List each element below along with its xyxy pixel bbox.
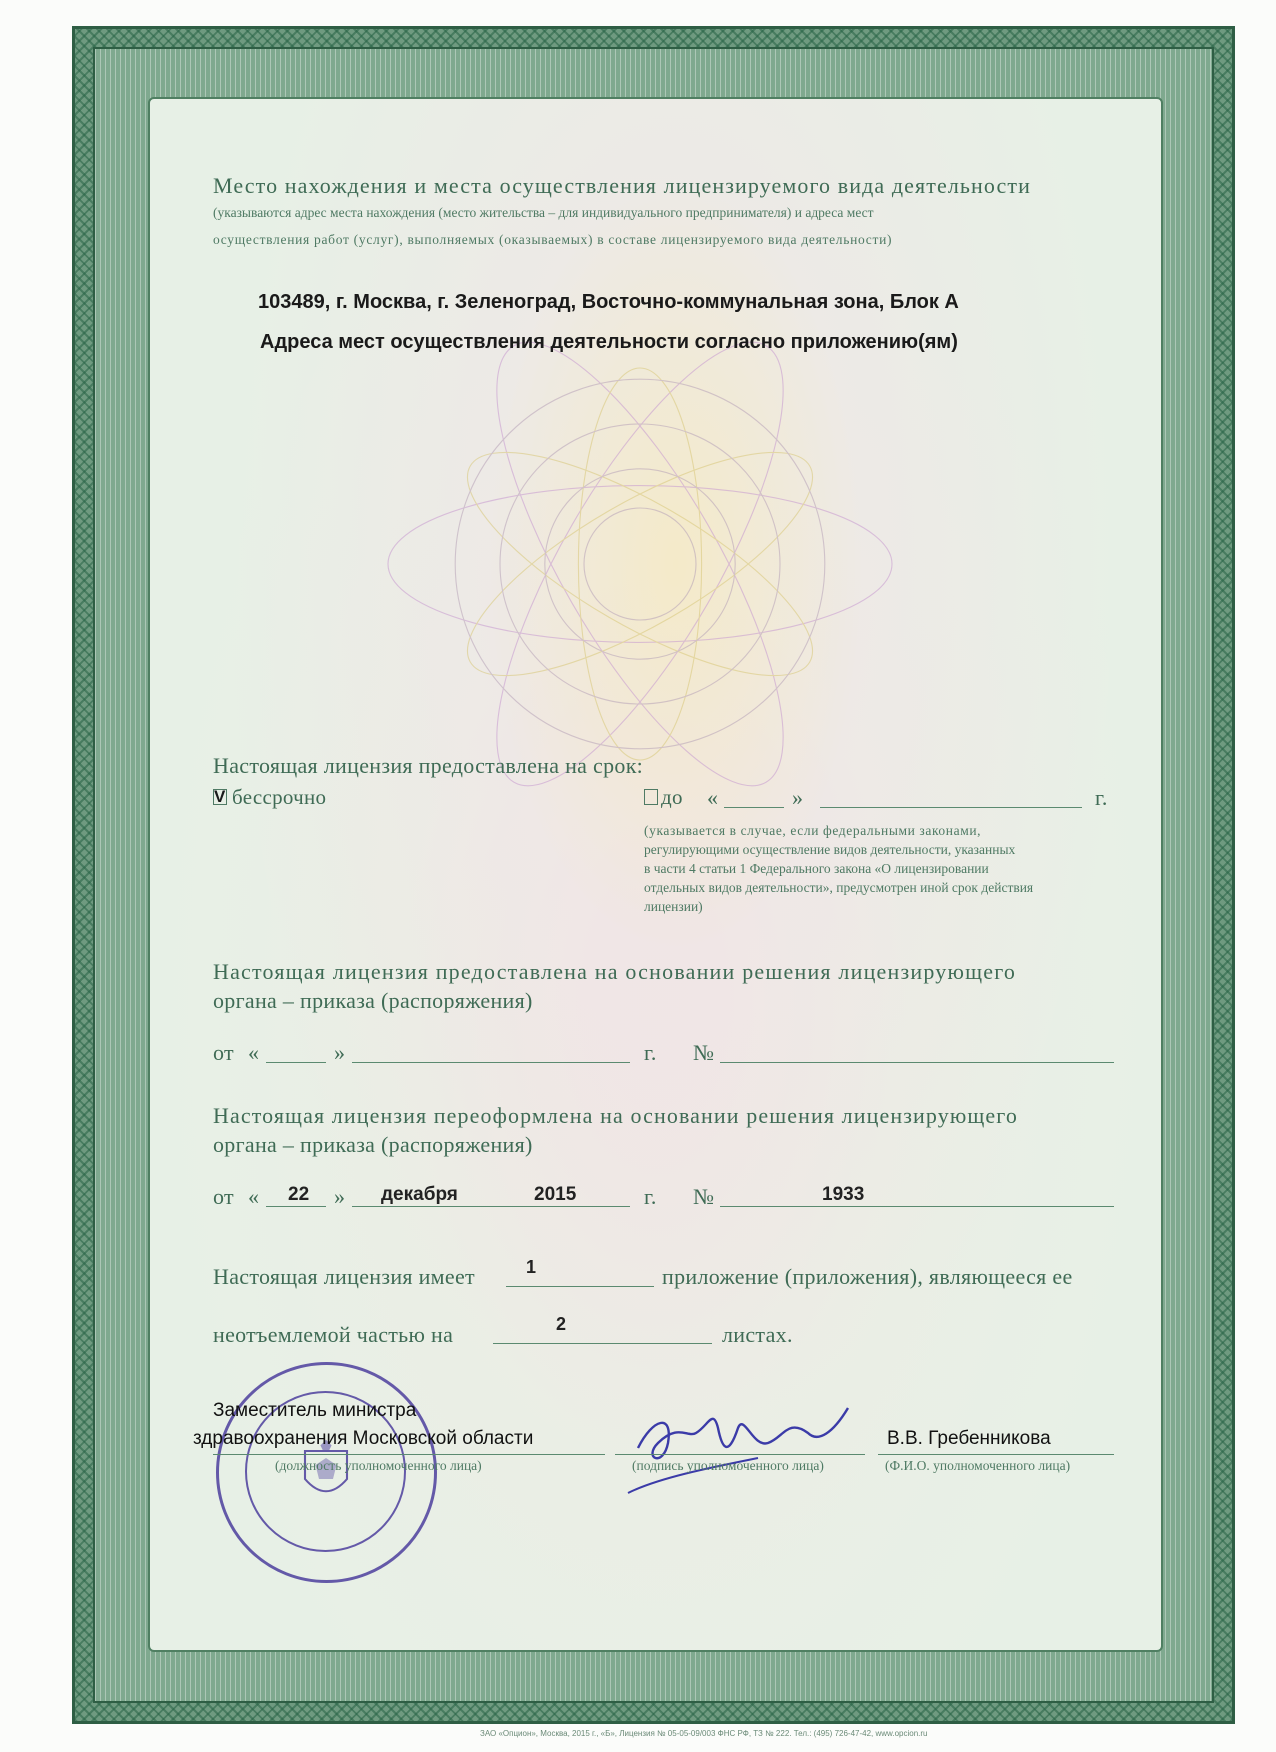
- location-heading: Место нахождения и места осуществления лицензируемого вида деятельности: [213, 173, 1031, 198]
- reissued-close-quote: »: [334, 1184, 346, 1209]
- appendix-sheets-after: листах.: [722, 1322, 793, 1347]
- granted-day-line: [266, 1062, 326, 1063]
- appendix-text-before: Настоящая лицензия имеет: [213, 1264, 475, 1289]
- handwritten-signature: [618, 1388, 878, 1508]
- reissued-line-2: органа – приказа (распоряжения): [213, 1132, 533, 1157]
- term-note-4: отдельных видов деятельности», предусмотрен иной срок действия: [644, 880, 1034, 895]
- until-date-line: [820, 807, 1082, 808]
- granted-number-sign: №: [693, 1040, 715, 1065]
- signature-line: [615, 1454, 865, 1455]
- appendix-sheets-count: 2: [556, 1314, 567, 1334]
- indefinite-checkbox[interactable]: [213, 789, 227, 805]
- until-year-suffix: г.: [1095, 785, 1108, 810]
- until-label: до: [661, 785, 683, 809]
- position-line: [213, 1454, 605, 1455]
- signatory-name: В.В. Гребенникова: [887, 1428, 1051, 1449]
- reissued-open-quote: «: [248, 1184, 260, 1209]
- signatory-position-2: здравоохранения Московской области: [193, 1428, 534, 1449]
- granted-from-label: от: [213, 1040, 234, 1065]
- appendix-sheets-line: [493, 1343, 712, 1344]
- appendix-count-line: [506, 1286, 654, 1287]
- name-line: [878, 1454, 1114, 1455]
- license-address: 103489, г. Москва, г. Зеленоград, Восточно-коммунальная зона, Блок А: [258, 291, 959, 313]
- activity-addresses-note: Адреса мест осуществления деятельности согласно приложению(ям): [260, 331, 958, 353]
- appendix-sheets-before: неотъемлемой частью на: [213, 1322, 454, 1347]
- granted-date-line: [352, 1062, 630, 1063]
- location-note-1: (указываются адрес места нахождения (место жительства – для индивидуального предпринимателя) и адреса мест: [213, 205, 874, 220]
- reissued-number-sign: №: [693, 1184, 715, 1209]
- caption-name: (Ф.И.О. уполномоченного лица): [885, 1458, 1071, 1473]
- reissued-date-line: [352, 1206, 630, 1207]
- reissued-from-label: от: [213, 1184, 234, 1209]
- until-day-line: [724, 807, 784, 808]
- signatory-position-1: Заместитель министра: [213, 1400, 417, 1421]
- granted-number-line: [720, 1062, 1114, 1063]
- granted-open-quote: «: [248, 1040, 260, 1065]
- term-note-1: (указывается в случае, если федеральными законами,: [644, 823, 982, 838]
- granted-close-quote: »: [334, 1040, 346, 1065]
- reissued-year: 2015: [534, 1184, 577, 1205]
- reissued-month: декабря: [381, 1184, 458, 1205]
- reissued-day-line: [266, 1206, 326, 1207]
- reissued-day: 22: [288, 1184, 310, 1205]
- term-heading: Настоящая лицензия предоставлена на срок:: [213, 753, 644, 778]
- indefinite-label: бессрочно: [232, 785, 327, 809]
- appendix-count: 1: [526, 1257, 537, 1277]
- reissued-number-line: [720, 1206, 1114, 1207]
- appendix-text-after: приложение (приложения), являющееся ее: [662, 1264, 1073, 1289]
- location-note-2: осуществления работ (услуг), выполняемых (оказываемых) в составе лицензируемого вида деятельности): [213, 232, 893, 247]
- granted-line-1: Настоящая лицензия предоставлена на основании решения лицензирующего: [213, 959, 1017, 984]
- caption-signature: (подпись уполномоченного лица): [632, 1458, 824, 1473]
- until-close-quote: »: [792, 785, 804, 810]
- reissued-year-suffix: г.: [644, 1184, 657, 1209]
- indefinite-check-mark: V: [214, 787, 226, 806]
- reissued-line-1: Настоящая лицензия переоформлена на основании решения лицензирующего: [213, 1103, 1018, 1128]
- printer-imprint: ЗАО «Опцион», Москва, 2015 г., «Б», Лицензия № 05-05-09/003 ФНС РФ, ТЗ № 222. Тел.: (495) 726-47-42, www.opcion.ru: [480, 1729, 928, 1738]
- granted-year-suffix: г.: [644, 1040, 657, 1065]
- until-open-quote: «: [707, 785, 719, 810]
- reissued-number: 1933: [822, 1184, 865, 1205]
- term-note-3: в части 4 статьи 1 Федерального закона «О лицензировании: [644, 861, 989, 876]
- granted-line-2: органа – приказа (распоряжения): [213, 988, 533, 1013]
- caption-position: (должность уполномоченного лица): [275, 1458, 482, 1473]
- until-date-checkbox[interactable]: [644, 789, 658, 805]
- term-note-2: регулирующими осуществление видов деятельности, указанных: [644, 842, 1016, 857]
- term-note-5: лицензии): [644, 899, 703, 914]
